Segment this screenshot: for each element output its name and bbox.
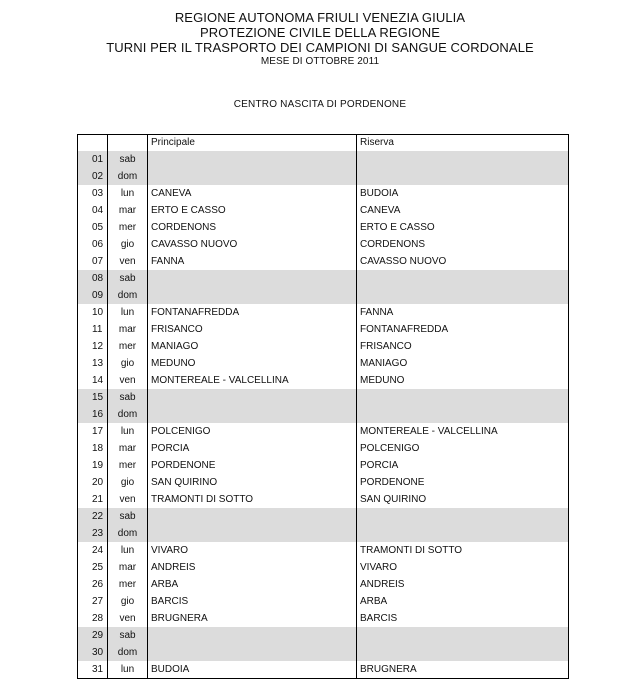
weekday-cell: dom xyxy=(108,168,148,185)
principale-cell xyxy=(148,508,357,525)
principale-cell: MANIAGO xyxy=(148,338,357,355)
header-weekday xyxy=(108,135,148,152)
principale-cell xyxy=(148,406,357,423)
day-number-cell: 08 xyxy=(78,270,108,287)
day-number-cell: 16 xyxy=(78,406,108,423)
principale-cell: MONTEREALE - VALCELLINA xyxy=(148,372,357,389)
day-number-cell: 14 xyxy=(78,372,108,389)
riserva-cell xyxy=(357,644,569,661)
day-number-cell: 31 xyxy=(78,661,108,679)
weekday-cell: gio xyxy=(108,474,148,491)
principale-cell: MEDUNO xyxy=(148,355,357,372)
day-number-cell: 06 xyxy=(78,236,108,253)
day-number-cell: 02 xyxy=(78,168,108,185)
principale-cell: BRUGNERA xyxy=(148,610,357,627)
header-riserva: Riserva xyxy=(357,135,569,152)
document-header xyxy=(0,10,640,68)
riserva-cell: MANIAGO xyxy=(357,355,569,372)
day-number-cell: 09 xyxy=(78,287,108,304)
table-row xyxy=(78,593,569,610)
table-row xyxy=(78,457,569,474)
principale-cell: BUDOIA xyxy=(148,661,357,679)
day-number-cell: 27 xyxy=(78,593,108,610)
riserva-cell: BRUGNERA xyxy=(357,661,569,679)
riserva-cell: BARCIS xyxy=(357,610,569,627)
day-number-cell: 22 xyxy=(78,508,108,525)
riserva-cell: BUDOIA xyxy=(357,185,569,202)
riserva-cell xyxy=(357,151,569,168)
weekday-cell: lun xyxy=(108,423,148,440)
riserva-cell xyxy=(357,168,569,185)
table-row xyxy=(78,644,569,661)
weekday-cell: sab xyxy=(108,508,148,525)
principale-cell xyxy=(148,270,357,287)
riserva-cell: TRAMONTI DI SOTTO xyxy=(357,542,569,559)
weekday-cell: sab xyxy=(108,627,148,644)
table-row xyxy=(78,219,569,236)
weekday-cell: sab xyxy=(108,389,148,406)
riserva-cell xyxy=(357,508,569,525)
day-number-cell: 18 xyxy=(78,440,108,457)
table-row xyxy=(78,406,569,423)
riserva-cell xyxy=(357,389,569,406)
day-number-cell: 03 xyxy=(78,185,108,202)
weekday-cell: sab xyxy=(108,151,148,168)
principale-cell: PORCIA xyxy=(148,440,357,457)
riserva-cell: MEDUNO xyxy=(357,372,569,389)
riserva-cell: CAVASSO NUOVO xyxy=(357,253,569,270)
table-row xyxy=(78,253,569,270)
table-row xyxy=(78,270,569,287)
table-row xyxy=(78,440,569,457)
header-department: PROTEZIONE CIVILE DELLA REGIONE xyxy=(199,25,441,40)
table-row xyxy=(78,202,569,219)
riserva-cell: MONTEREALE - VALCELLINA xyxy=(357,423,569,440)
header-principale: Principale xyxy=(148,135,357,152)
weekday-cell: dom xyxy=(108,525,148,542)
day-number-cell: 12 xyxy=(78,338,108,355)
riserva-cell xyxy=(357,270,569,287)
day-number-cell: 01 xyxy=(78,151,108,168)
principale-cell: FANNA xyxy=(148,253,357,270)
day-number-cell: 28 xyxy=(78,610,108,627)
principale-cell: FRISANCO xyxy=(148,321,357,338)
table-row xyxy=(78,355,569,372)
day-number-cell: 21 xyxy=(78,491,108,508)
table-row xyxy=(78,236,569,253)
table-row xyxy=(78,287,569,304)
principale-cell xyxy=(148,525,357,542)
weekday-cell: ven xyxy=(108,253,148,270)
weekday-cell: ven xyxy=(108,372,148,389)
table-row xyxy=(78,338,569,355)
riserva-cell: PORDENONE xyxy=(357,474,569,491)
principale-cell: ERTO E CASSO xyxy=(148,202,357,219)
riserva-cell: PORCIA xyxy=(357,457,569,474)
schedule-table xyxy=(77,134,569,679)
header-title: TURNI PER IL TRASPORTO DEI CAMPIONI DI SANGUE CORDONALE xyxy=(106,40,534,55)
principale-cell xyxy=(148,151,357,168)
table-row xyxy=(78,491,569,508)
principale-cell xyxy=(148,168,357,185)
principale-cell xyxy=(148,389,357,406)
table-row xyxy=(78,508,569,525)
day-number-cell: 26 xyxy=(78,576,108,593)
day-number-cell: 19 xyxy=(78,457,108,474)
weekday-cell: mar xyxy=(108,559,148,576)
table-row xyxy=(78,423,569,440)
table-row xyxy=(78,474,569,491)
day-number-cell: 13 xyxy=(78,355,108,372)
table-row xyxy=(78,542,569,559)
weekday-cell: gio xyxy=(108,593,148,610)
table-row xyxy=(78,151,569,168)
weekday-cell: mar xyxy=(108,202,148,219)
principale-cell: FONTANAFREDDA xyxy=(148,304,357,321)
riserva-cell xyxy=(357,406,569,423)
weekday-cell: gio xyxy=(108,355,148,372)
riserva-cell: POLCENIGO xyxy=(357,440,569,457)
weekday-cell: lun xyxy=(108,661,148,679)
riserva-cell: VIVARO xyxy=(357,559,569,576)
table-row xyxy=(78,304,569,321)
weekday-cell: dom xyxy=(108,287,148,304)
table-header-row xyxy=(78,135,569,152)
table-row xyxy=(78,576,569,593)
day-number-cell: 25 xyxy=(78,559,108,576)
table-row xyxy=(78,525,569,542)
principale-cell: SAN QUIRINO xyxy=(148,474,357,491)
table-row xyxy=(78,321,569,338)
table-row xyxy=(78,559,569,576)
day-number-cell: 07 xyxy=(78,253,108,270)
riserva-cell: FANNA xyxy=(357,304,569,321)
principale-cell: CORDENONS xyxy=(148,219,357,236)
riserva-cell xyxy=(357,627,569,644)
day-number-cell: 29 xyxy=(78,627,108,644)
header-month: MESE DI OTTOBRE 2011 xyxy=(260,56,380,67)
principale-cell xyxy=(148,627,357,644)
principale-cell: ARBA xyxy=(148,576,357,593)
weekday-cell: dom xyxy=(108,406,148,423)
weekday-cell: lun xyxy=(108,304,148,321)
riserva-cell: ERTO E CASSO xyxy=(357,219,569,236)
table-row xyxy=(78,661,569,679)
riserva-cell: CANEVA xyxy=(357,202,569,219)
day-number-cell: 11 xyxy=(78,321,108,338)
riserva-cell: FONTANAFREDDA xyxy=(357,321,569,338)
riserva-cell: CORDENONS xyxy=(357,236,569,253)
riserva-cell: ANDREIS xyxy=(357,576,569,593)
day-number-cell: 05 xyxy=(78,219,108,236)
riserva-cell: FRISANCO xyxy=(357,338,569,355)
principale-cell: CAVASSO NUOVO xyxy=(148,236,357,253)
day-number-cell: 23 xyxy=(78,525,108,542)
day-number-cell: 30 xyxy=(78,644,108,661)
principale-cell: TRAMONTI DI SOTTO xyxy=(148,491,357,508)
day-number-cell: 24 xyxy=(78,542,108,559)
riserva-cell xyxy=(357,287,569,304)
principale-cell: VIVARO xyxy=(148,542,357,559)
table-row xyxy=(78,168,569,185)
principale-cell xyxy=(148,644,357,661)
weekday-cell: lun xyxy=(108,185,148,202)
weekday-cell: dom xyxy=(108,644,148,661)
center-title: CENTRO NASCITA DI PORDENONE xyxy=(233,99,407,110)
principale-cell xyxy=(148,287,357,304)
weekday-cell: mer xyxy=(108,576,148,593)
table-row xyxy=(78,389,569,406)
riserva-cell: ARBA xyxy=(357,593,569,610)
weekday-cell: mer xyxy=(108,457,148,474)
weekday-cell: mar xyxy=(108,440,148,457)
weekday-cell: ven xyxy=(108,491,148,508)
principale-cell: POLCENIGO xyxy=(148,423,357,440)
header-region: REGIONE AUTONOMA FRIULI VENEZIA GIULIA xyxy=(174,10,466,25)
day-number-cell: 04 xyxy=(78,202,108,219)
weekday-cell: mer xyxy=(108,338,148,355)
weekday-cell: mar xyxy=(108,321,148,338)
weekday-cell: mer xyxy=(108,219,148,236)
header-day-number xyxy=(78,135,108,152)
principale-cell: ANDREIS xyxy=(148,559,357,576)
weekday-cell: gio xyxy=(108,236,148,253)
principale-cell: CANEVA xyxy=(148,185,357,202)
table-row xyxy=(78,610,569,627)
day-number-cell: 15 xyxy=(78,389,108,406)
principale-cell: BARCIS xyxy=(148,593,357,610)
weekday-cell: ven xyxy=(108,610,148,627)
day-number-cell: 17 xyxy=(78,423,108,440)
table-row xyxy=(78,372,569,389)
table-row xyxy=(78,627,569,644)
day-number-cell: 10 xyxy=(78,304,108,321)
day-number-cell: 20 xyxy=(78,474,108,491)
principale-cell: PORDENONE xyxy=(148,457,357,474)
table-row xyxy=(78,185,569,202)
weekday-cell: lun xyxy=(108,542,148,559)
riserva-cell xyxy=(357,525,569,542)
weekday-cell: sab xyxy=(108,270,148,287)
riserva-cell: SAN QUIRINO xyxy=(357,491,569,508)
